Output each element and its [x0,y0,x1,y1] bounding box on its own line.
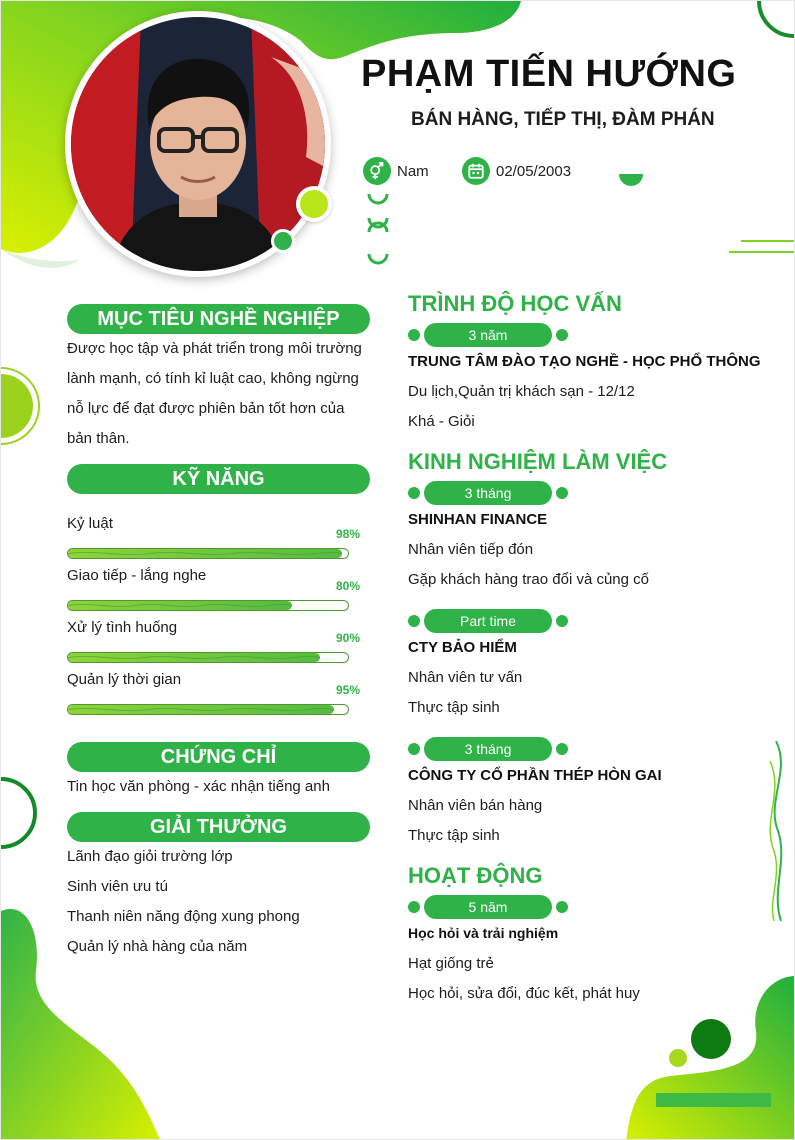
skill-bar [67,652,349,663]
left-lower-ring-decoration [0,776,41,851]
experience-period [408,481,568,505]
skill-percent: 90% [335,631,360,645]
company-name: SHINHAN FINANCE [408,511,548,528]
certificate-item: Tin học văn phòng - xác nhận tiếng anh [67,778,330,795]
objective-text: Được học tập và phát triển trong môi trường lành mạnh, có tính kỉ luật cao, không ngừng nỗ lực để đạt được phiên bản tốt hơn của bản thân. [67,340,362,447]
activity-name: Học hỏi và trải nghiệm [408,925,559,941]
right-wave-decoration [766,741,795,921]
education-heading: TRÌNH ĐỘ HỌC VẤN [408,291,622,316]
experience-detail: Nhân viên bán hàng [408,797,543,814]
skill-label: Giao tiếp - lắng nghe [67,567,207,584]
skill-label: Quản lý thời gian [67,671,182,688]
education-period [408,323,568,347]
skill-bar-fill [68,549,342,558]
job-title: BÁN HÀNG, TIẾP THỊ, ĐÀM PHÁN [411,109,715,130]
gender-info [363,156,429,186]
skill-label: Kỷ luật [67,515,113,532]
calendar-icon [462,157,490,185]
skill-bar-fill [68,705,334,714]
full-name: PHẠM TIẾN HƯỚNG [361,53,737,95]
education-detail: Khá - Giỏi [408,413,475,430]
birthdate-info [462,156,571,186]
right-lines-decoration [729,237,795,257]
experience-detail: Nhân viên tư vấn [408,669,523,686]
education-detail: Du lịch,Quản trị khách sạn - 12/12 [408,383,635,400]
objective-heading: MỤC TIÊU NGHỀ NGHIỆP [67,304,370,334]
skill-bar-fill [68,653,320,662]
skills-heading: KỸ NĂNG [67,464,370,494]
experience-detail: Gặp khách hàng trao đổi và củng cố [408,571,649,588]
green-dot-decoration [271,229,295,253]
award-item: Lãnh đạo giỏi trường lớp [67,848,233,865]
certificates-heading: CHỨNG CHỈ [67,742,370,772]
lime-dot-decoration [296,186,332,222]
activities-heading: HOẠT ĐỘNG [408,863,543,888]
experience-period [408,737,568,761]
company-name: CTY BẢO HIỂM [408,639,517,656]
gender-value: Nam [397,162,429,180]
experience-detail: Thực tập sinh [408,699,500,716]
experience-period [408,609,568,633]
company-name: CÔNG TY CỔ PHẦN THÉP HÒN GAI [408,767,662,784]
award-item: Quản lý nhà hàng của năm [67,938,248,955]
skill-percent: 95% [335,683,360,697]
skill-percent: 98% [335,527,360,541]
period-label: 3 tháng [424,737,552,761]
footer-bar-decoration [656,1093,771,1107]
award-item: Sinh viên ưu tú [67,878,168,895]
activity-detail: Hạt giống trẻ [408,955,494,972]
left-ring-decoration [0,356,41,456]
school-name: TRUNG TÂM ĐÀO TẠO NGHỀ - HỌC PHỔ THÔNG [408,353,761,370]
experience-detail: Thực tập sinh [408,827,500,844]
award-item: Thanh niên năng động xung phong [67,908,300,925]
period-label: 5 năm [424,895,552,919]
skill-bar [67,600,349,611]
activity-period [408,895,568,919]
awards-heading: GIẢI THƯỞNG [67,812,370,842]
skill-percent: 80% [335,579,360,593]
experience-heading: KINH NGHIỆM LÀM VIỆC [408,449,668,474]
gender-icon [363,157,391,185]
period-label: Part time [424,609,552,633]
period-label: 3 năm [424,323,552,347]
period-label: 3 tháng [424,481,552,505]
skill-bar [67,704,349,715]
activity-detail: Học hỏi, sửa đổi, đúc kết, phát huy [408,985,640,1002]
skill-bar [67,548,349,559]
top-right-ring-decoration [746,0,795,51]
skill-bar-fill [68,601,292,610]
birthdate-value: 02/05/2003 [496,162,572,180]
experience-detail: Nhân viên tiếp đón [408,541,534,558]
skill-label: Xử lý tình huống [67,619,178,636]
